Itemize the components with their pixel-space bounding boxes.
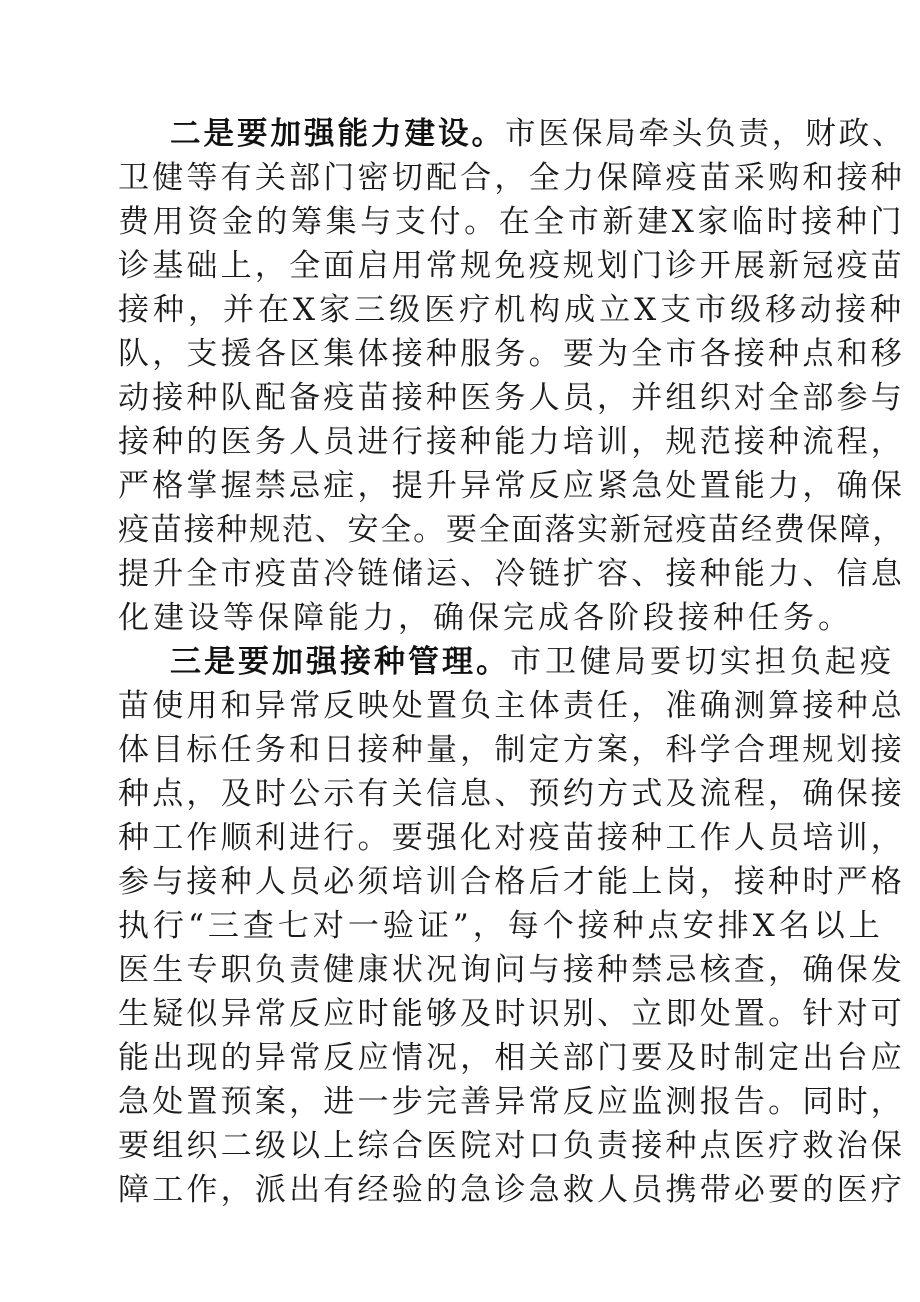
paragraph-1-line-7: 动接种队配备疫苗接种医务人员，并组织对全部参与 (118, 380, 905, 416)
paragraph-2-line-9: 生疑似异常反应时能够及时识别、立即处置。针对可 (118, 996, 905, 1032)
paragraph-1-line-11: 提升全市疫苗冷链储运、冷链扩容、接种能力、信息 (118, 556, 905, 592)
paragraph-1-line-1 (170, 112, 905, 156)
paragraph-2-line-2: 苗使用和异常反映处置负主体责任，准确测算接种总 (118, 688, 905, 724)
paragraph-2-line-1 (170, 640, 895, 684)
paragraph-1-line-8: 接种的医务人员进行接种能力培训，规范接种流程， (118, 424, 905, 460)
paragraph-1-lead: 二是要加强能力建设。 (170, 116, 505, 152)
paragraph-2-line-7: 执行“三查七对一验证”，每个接种点安排X名以上 (118, 908, 884, 944)
paragraph-1-line-9: 严格掌握禁忌症，提升异常反应紧急处置能力，确保 (118, 468, 905, 504)
paragraph-2-line-8: 医生专职负责健康状况询问与接种禁忌核查，确保发 (118, 952, 905, 988)
paragraph-2-lead: 三是要加强接种管理。 (170, 644, 510, 680)
paragraph-2-line-12: 要组织二级以上综合医院对口负责接种点医疗救治保 (118, 1128, 905, 1164)
paragraph-2-line-4: 种点，及时公示有关信息、预约方式及流程，确保接 (118, 776, 905, 812)
paragraph-1-line-6: 队，支援各区集体接种服务。要为全市各接种点和移 (118, 336, 905, 372)
paragraph-1-text: 市医保局牵头负责，财政、 (504, 116, 906, 152)
paragraph-1-line-4: 诊基础上，全面启用常规免疫规划门诊开展新冠疫苗 (118, 248, 905, 284)
paragraph-2-line-11: 急处置预案，进一步完善异常反应监测报告。同时， (118, 1084, 905, 1120)
paragraph-2-line-13: 障工作，派出有经验的急诊急救人员携带必要的医疗 (118, 1172, 905, 1208)
paragraph-1-line-3: 费用资金的筹集与支付。在全市新建X家临时接种门 (118, 204, 906, 240)
paragraph-1-line-10: 疫苗接种规范、安全。要全面落实新冠疫苗经费保障， (118, 512, 905, 548)
paragraph-1-line-2: 卫健等有关部门密切配合，全力保障疫苗采购和接种 (118, 160, 905, 196)
paragraph-2-text: 市卫健局要切实担负起疫 (510, 644, 895, 680)
paragraph-1-line-12: 化建设等保障能力，确保完成各阶段接种任务。 (118, 600, 853, 636)
paragraph-2-line-5: 种工作顺利进行。要强化对疫苗接种工作人员培训， (118, 820, 905, 856)
paragraph-2-line-6: 参与接种人员必须培训合格后才能上岗，接种时严格 (118, 864, 905, 900)
paragraph-2-line-3: 体目标任务和日接种量，制定方案，科学合理规划接 (118, 732, 905, 768)
paragraph-1-line-5: 接种，并在X家三级医疗机构成立X支市级移动接种 (118, 292, 906, 328)
paragraph-2-line-10: 能出现的异常反应情况，相关部门要及时制定出台应 (118, 1040, 905, 1076)
